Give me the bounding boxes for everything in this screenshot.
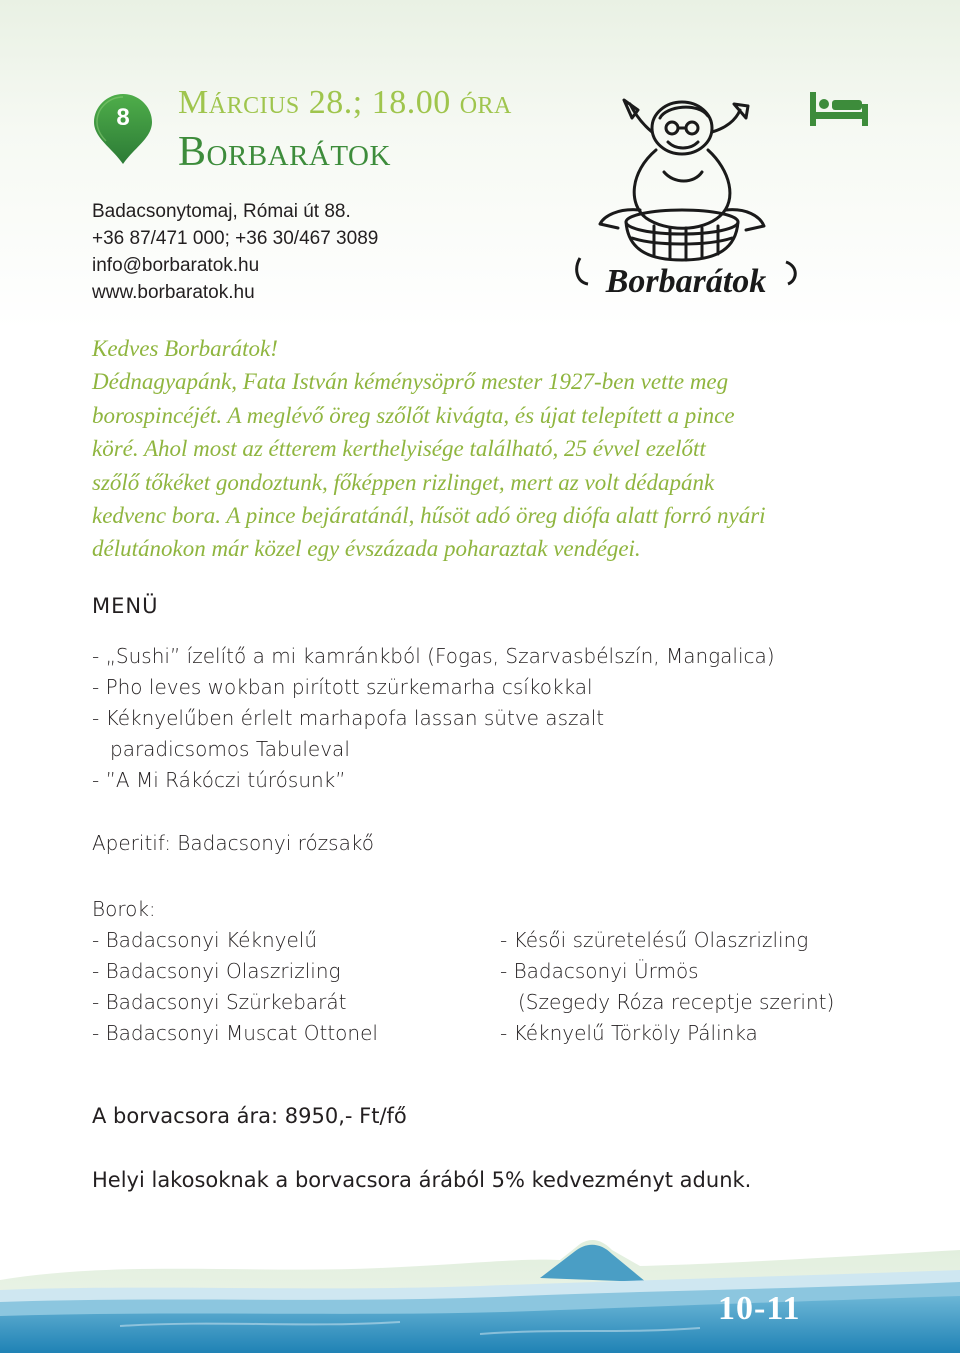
intro-line: köré. Ahol most az étterem kerthelyisége található, 25 évvel ezelőtt: [92, 436, 706, 462]
bed-icon: [808, 90, 870, 128]
menu-list: [92, 641, 775, 796]
phone: +36 87/471 000; +36 30/467 3089: [92, 228, 379, 249]
address: Badacsonytomaj, Római út 88.: [92, 201, 351, 222]
website-link[interactable]: www.borbaratok.hu: [92, 282, 255, 303]
email-link[interactable]: info@borbaratok.hu: [92, 255, 260, 276]
event-number: 8: [116, 104, 130, 131]
menu-item: paradicsomos Tabuleval: [110, 737, 350, 761]
intro-line: délutánokon már közel egy évszázada poharaztak vendégei.: [92, 536, 641, 562]
menu-item: - „Sushi” ízelítő a mi kamránkból (Fogas, Szarvasbélszín, Mangalica): [92, 644, 775, 668]
borbaratok-logo: [570, 92, 802, 314]
wine-item: - Badacsonyi Muscat Ottonel: [92, 1021, 378, 1045]
wine-item: - Badacsonyi Szürkebarát: [92, 990, 347, 1014]
intro-line: Kedves Borbarátok!: [92, 336, 278, 361]
menu-item: - Kéknyelűben érlelt marhapofa lassan sütve aszalt: [92, 706, 605, 730]
page-number: 10-11: [718, 1290, 801, 1327]
dinner-price: A borvacsora ára: 8950,- Ft/fő: [92, 1104, 407, 1128]
wine-item: - Késői szüretelésű Olaszrizling: [500, 928, 809, 952]
contact-info: [92, 198, 378, 306]
wine-item: - Badacsonyi Olaszrizling: [92, 959, 341, 983]
lake-landscape: [0, 1230, 960, 1353]
intro-line: kedvenc bora. A pince bejáratánál, hűsöt adó öreg diófa alatt forró nyári: [92, 503, 766, 529]
wine-list-right: [500, 925, 834, 1049]
menu-item: - ”A Mi Rákóczi túrósunk”: [92, 768, 346, 792]
menu-title: MENÜ: [92, 594, 159, 618]
wine-item: - Kéknyelű Törköly Pálinka: [500, 1021, 758, 1045]
intro-line: Dédnagyapánk, Fata István kéménysöprő mester 1927-ben vette meg: [92, 369, 729, 395]
intro-line: borospincéjét. A meglévő öreg szőlőt kivágta, és újat telepített a pince: [92, 402, 735, 428]
wine-item: (Szegedy Róza receptje szerint): [518, 990, 835, 1014]
wine-list-left: [92, 925, 378, 1049]
menu-item: - Pho leves wokban pirított szürkemarha csíkokkal: [92, 675, 593, 699]
aperitif: Aperitif: Badacsonyi rózsakő: [92, 831, 374, 855]
venue-title: Borbarátok: [178, 129, 391, 175]
wine-item: - Badacsonyi Ürmös: [500, 959, 699, 983]
wine-item: - Badacsonyi Kéknyelű: [92, 928, 318, 952]
local-discount: Helyi lakosoknak a borvacsora árából 5% kedvezményt adunk.: [92, 1168, 752, 1192]
intro-line: szőlő tőkéket gondoztunk, főképpen rizlinget, mert az volt dédapánk: [92, 469, 715, 495]
wines-label: Borok:: [92, 897, 156, 921]
logo-text: Borbarátok: [605, 263, 767, 300]
intro-text: [92, 332, 872, 566]
event-date: Március 28.; 18.00 óra: [178, 84, 512, 121]
